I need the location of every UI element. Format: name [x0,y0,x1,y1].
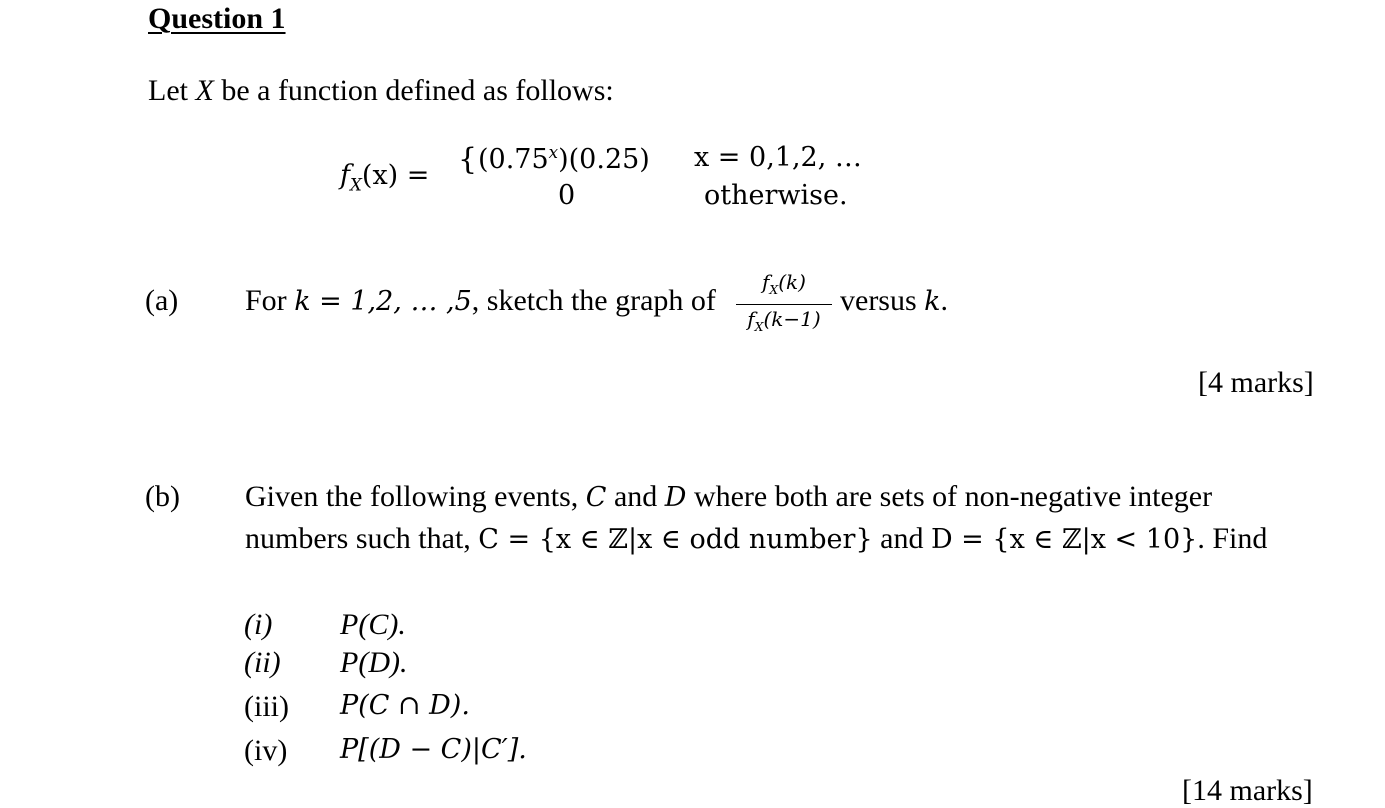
part-b-marks: [14 marks] [1182,774,1313,807]
fraction-denominator: $f_X(k-1)$ [747,307,821,334]
piecewise-brace: { [458,142,478,177]
event-d: D [664,482,687,513]
function-name: f [340,160,350,191]
fraction-numerator: $f_X(k)$ [762,270,806,297]
sub-item-label: (iii) [244,690,289,723]
case1-expression [478,142,650,175]
function-lhs [340,160,429,194]
sub-item-label: (i) [244,608,273,641]
intro-text [148,74,614,108]
case1-expr-b: )(0.25) [558,144,650,175]
part-a-mid: , sketch the graph of [471,284,716,317]
intro-suffix: be a function defined as follows: [213,74,614,107]
case1-expr-a: (0.75 [478,144,549,175]
function-arg: (x) = [361,160,430,191]
intro-prefix: Let [148,74,196,107]
part-a-k-range: k = 1,2, … ,5 [294,286,472,317]
intro-variable: X [195,74,214,107]
sub-item-label: (iv) [244,734,288,767]
part-b-line2: numbers such that, C = {x ∈ ℤ|x ∈ odd number} and D = {x ∈ ℤ|x < 10}. Find [245,522,1268,555]
case2-condition: otherwise. [704,180,848,211]
sub-item-label: (ii) [244,646,281,679]
part-b-line1: Given the following events, C and D where both are sets of non-negative integer [245,480,1213,513]
case2-expression: 0 [558,180,576,211]
sub-item-text: P(C ∩ D). [340,690,470,721]
part-a-marks: [4 marks] [1198,366,1314,399]
part-a-text [245,284,716,318]
function-subscript: X [350,174,362,195]
part-a-label: (a) [145,284,179,317]
part-b-label: (b) [145,480,180,513]
set-d-definition: D = {x ∈ ℤ|x < 10} [930,524,1198,555]
sub-item-text: P(C). [340,608,406,641]
question-title: Question 1 [148,2,286,35]
event-c: C [585,482,607,513]
set-c-definition: C = {x ∈ ℤ|x ∈ odd number} [478,524,873,555]
ratio-fraction [736,270,832,339]
sub-item-text: P(D). [340,646,408,679]
case1-condition: x = 0,1,2, … [694,142,862,173]
fraction-bar [736,304,832,305]
sub-item-text: P[(D − C)|C′]. [340,734,527,765]
case1-exponent: x [548,142,559,162]
part-a-prefix: For [245,284,295,317]
part-a-suffix: versus k. [840,284,949,317]
part-a-k: k [924,286,941,317]
